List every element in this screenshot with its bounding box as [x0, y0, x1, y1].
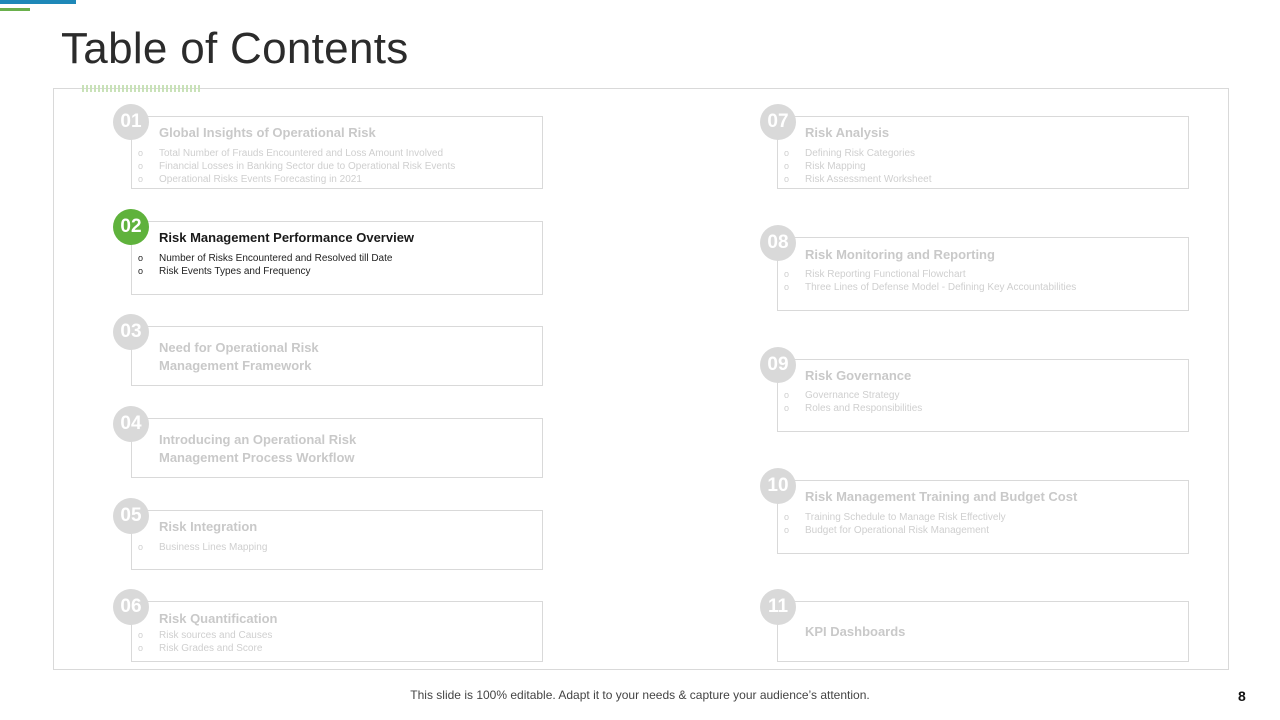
- item-heading-line: Need for Operational Risk: [159, 340, 319, 355]
- item-number-badge: 07: [760, 104, 796, 140]
- bullet-item: o Business Lines Mapping: [138, 541, 267, 554]
- bullet-item: o Total Number of Frauds Encountered and Loss Amount Involved: [138, 147, 455, 160]
- item-number-badge: 05: [113, 498, 149, 534]
- accent-bar-green: [0, 8, 30, 11]
- item-bullet-list: [784, 147, 932, 186]
- item-number-badge: 11: [760, 589, 796, 625]
- bullet-item: o Risk Assessment Worksheet: [784, 173, 932, 186]
- frame-decoration: [82, 85, 202, 92]
- footer-note: This slide is 100% editable. Adapt it to your needs & capture your audience’s attention.: [410, 688, 870, 702]
- item-number-badge: 01: [113, 104, 149, 140]
- item-number-badge: 06: [113, 589, 149, 625]
- item-bullet-list: [784, 268, 1076, 294]
- item-bullet-list: [138, 147, 455, 186]
- item-heading: Risk Analysis: [805, 125, 890, 140]
- bullet-item: o Risk Mapping: [784, 160, 932, 173]
- bullet-item: o Operational Risks Events Forecasting in 2021: [138, 173, 455, 186]
- page-number: 8: [1238, 688, 1246, 704]
- item-heading: KPI Dashboards: [805, 624, 906, 639]
- item-number-badge: 09: [760, 347, 796, 383]
- item-heading-line: Management Framework: [159, 358, 312, 373]
- item-heading-line: Introducing an Operational Risk: [159, 432, 357, 447]
- item-bullet-list: [784, 511, 1006, 537]
- bullet-item: o Number of Risks Encountered and Resolved till Date: [138, 252, 392, 265]
- item-heading: Global Insights of Operational Risk: [159, 125, 376, 140]
- item-number-badge: 03: [113, 314, 149, 350]
- item-number-badge: 02: [113, 209, 149, 245]
- item-number-badge: 04: [113, 406, 149, 442]
- item-heading: Risk Management Performance Overview: [159, 230, 415, 245]
- item-heading: Risk Quantification: [159, 611, 278, 626]
- bullet-item: o Three Lines of Defense Model - Defining Key Accountabilities: [784, 281, 1076, 294]
- bullet-item: o Defining Risk Categories: [784, 147, 932, 160]
- bullet-item: o Risk Events Types and Frequency: [138, 265, 392, 278]
- bullet-item: o Training Schedule to Manage Risk Effectively: [784, 511, 1006, 524]
- bullet-item: o Risk Reporting Functional Flowchart: [784, 268, 1076, 281]
- accent-bar-blue: [0, 0, 76, 4]
- item-bullet-list: [138, 252, 392, 278]
- item-heading-line: Management Process Workflow: [159, 450, 355, 465]
- page-title: Table of Contents: [61, 24, 409, 73]
- item-bullet-list: [784, 389, 922, 415]
- bullet-item: o Governance Strategy: [784, 389, 922, 402]
- item-number-badge: 08: [760, 225, 796, 261]
- item-heading: Risk Monitoring and Reporting: [805, 247, 995, 262]
- item-bullet-list: [138, 541, 267, 554]
- bullet-item: o Financial Losses in Banking Sector due to Operational Risk Events: [138, 160, 455, 173]
- bullet-item: o Roles and Responsibilities: [784, 402, 922, 415]
- item-heading: Risk Governance: [805, 368, 912, 383]
- bullet-item: o Risk sources and Causes: [138, 629, 272, 642]
- item-bullet-list: [138, 629, 272, 655]
- item-heading: Risk Integration: [159, 519, 258, 534]
- bullet-item: o Budget for Operational Risk Management: [784, 524, 1006, 537]
- item-number-badge: 10: [760, 468, 796, 504]
- bullet-item: o Risk Grades and Score: [138, 642, 272, 655]
- item-heading: Risk Management Training and Budget Cost: [805, 489, 1078, 504]
